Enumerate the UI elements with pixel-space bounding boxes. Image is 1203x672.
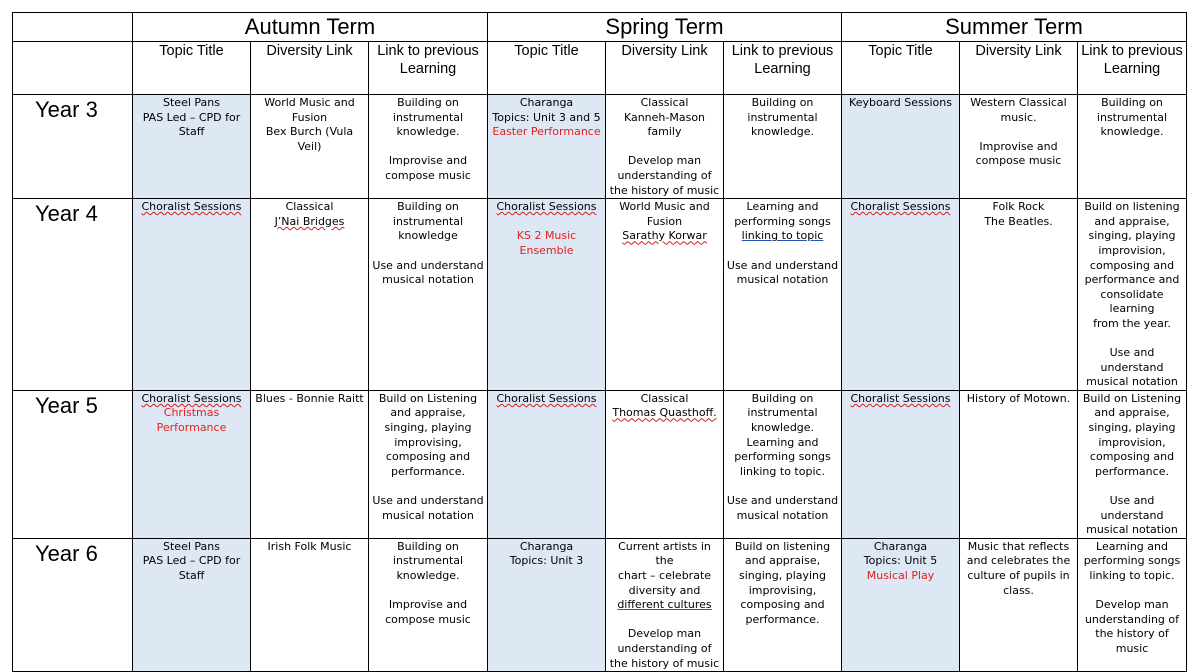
cell-text-line <box>135 200 248 215</box>
cell-text-line: music. <box>1000 110 1037 124</box>
cell-text-line: Use and understand <box>726 258 839 272</box>
underlined-text: linking to topic <box>741 229 824 243</box>
cell-text-line: composing and <box>1089 258 1175 272</box>
cell-text-line: performing songs <box>1083 554 1181 568</box>
spring-diversity-cell <box>606 199 724 391</box>
highlight-text: Christmas <box>163 406 220 420</box>
cell-text-line: performance. <box>391 464 465 478</box>
cell-text-line: performing songs <box>734 214 831 228</box>
cell-text-line: and appraise, <box>390 406 466 420</box>
cell-text-line <box>135 421 248 436</box>
cell-text-line <box>844 200 957 215</box>
spring-topic-cell <box>488 95 606 199</box>
cell-text-line: Charanga <box>519 96 574 109</box>
cell-text-line: Fusion <box>646 214 683 228</box>
spring-topic-cell <box>488 538 606 671</box>
autumn-prior-learning-cell <box>369 538 488 671</box>
autumn-topic-cell <box>133 95 251 199</box>
cell-text-line: Build on Listening <box>378 391 478 405</box>
cell-text-line: compose music <box>385 168 471 182</box>
summer-diversity-cell <box>960 538 1078 671</box>
cell-text-line: composing and <box>740 598 825 612</box>
autumn-topic-cell <box>133 538 251 671</box>
cell-text-line: improvising, <box>748 583 817 597</box>
cell-text-line: knowledge. <box>396 125 460 139</box>
cell-text-line: knowledge. <box>750 125 815 139</box>
year-label: Year 4 <box>13 199 133 391</box>
cell-text-line: Build on Listening <box>1082 391 1182 405</box>
cell-text-line: instrumental <box>392 554 464 568</box>
cell-text-line <box>371 479 485 494</box>
cell-text-line: composing and <box>1089 450 1175 464</box>
cell-text-line: the history of music <box>1095 627 1169 655</box>
cell-text-line <box>490 392 603 407</box>
diversity-link-header: Diversity Link <box>606 42 724 95</box>
cell-text-line <box>844 392 957 407</box>
corner-cell-2 <box>13 42 133 95</box>
cell-text-line: Classical <box>285 200 334 214</box>
cell-text-line: Charanga <box>519 539 574 553</box>
underlined-text: different cultures <box>617 598 712 612</box>
autumn-topic-cell <box>133 390 251 538</box>
term-heading-summer: Summer Term <box>842 13 1187 42</box>
cell-text-line <box>490 125 603 140</box>
cell-text-line: Building on <box>751 96 814 109</box>
cell-text-line <box>608 598 721 613</box>
cell-text-line: Building on <box>397 200 459 214</box>
cell-text-line <box>608 229 721 244</box>
cell-text-line <box>371 140 485 155</box>
summer-diversity-cell <box>960 390 1078 538</box>
cell-text-line: World Music and <box>619 200 710 214</box>
cell-text-line: Charanga <box>873 539 928 553</box>
spellcheck-flagged-text: Thomas Quasthoff. <box>612 406 717 420</box>
cell-text-line: instrumental <box>747 406 818 420</box>
autumn-diversity-cell <box>251 199 369 391</box>
summer-topic-cell <box>842 538 960 671</box>
cell-text-line: Learning and <box>746 200 819 214</box>
autumn-topic-cell <box>133 199 251 391</box>
cell-text-line: from the year. <box>1093 316 1171 330</box>
summer-diversity-cell <box>960 95 1078 199</box>
cell-text-line <box>371 244 485 259</box>
cell-text-line: Bex Burch (Vula Veil) <box>265 125 354 153</box>
curriculum-table <box>12 12 1187 672</box>
cell-text-line <box>726 479 839 494</box>
autumn-prior-learning-cell <box>369 95 488 199</box>
autumn-prior-learning-cell <box>369 199 488 391</box>
cell-text-line: Steel Pans <box>163 96 220 109</box>
year-row <box>13 199 1187 391</box>
cell-text-line <box>253 215 366 230</box>
cell-text-line: Use and understand <box>1100 346 1164 374</box>
highlight-text: Musical Play <box>866 569 935 582</box>
cell-text-line <box>135 406 248 421</box>
cell-text-line: Improvise and <box>388 154 468 168</box>
cell-text-line: the history of music <box>609 183 720 197</box>
cell-text-line: improvising, <box>394 435 462 449</box>
cell-text-line: Use and understand <box>372 494 484 508</box>
summer-topic-cell <box>842 199 960 391</box>
autumn-diversity-cell <box>251 538 369 671</box>
summer-prior-learning-cell <box>1078 390 1187 538</box>
cell-text-line: singing, playing <box>1088 421 1176 435</box>
spring-prior-learning-cell <box>724 95 842 199</box>
cell-text-line: Building on <box>397 539 459 553</box>
cell-text-line: musical notation <box>736 273 829 287</box>
summer-prior-learning-cell <box>1078 538 1187 671</box>
cell-text-line: musical notation <box>1086 523 1178 537</box>
cell-text-line: singing, playing <box>738 569 827 582</box>
spring-prior-learning-cell <box>724 390 842 538</box>
term-header-row <box>13 13 1187 42</box>
cell-text-line: Staff <box>178 569 205 582</box>
cell-text-line: linking to topic. <box>1089 569 1175 582</box>
spring-diversity-cell <box>606 538 724 671</box>
cell-text-line: singing, playing <box>1088 229 1176 243</box>
cell-text-line: Building on <box>751 391 814 405</box>
term-heading-spring: Spring Term <box>488 13 842 42</box>
cell-text-line: and appraise, <box>1094 406 1170 420</box>
cell-text-line: Building on <box>1101 96 1163 109</box>
cell-text-line: Develop man <box>627 627 702 641</box>
summer-prior-learning-cell <box>1078 95 1187 199</box>
cell-text-line: understanding of <box>617 168 712 182</box>
cell-text-line: Fusion <box>291 110 328 124</box>
cell-text-line: Blues - Bonnie Raitt <box>255 391 364 405</box>
cell-text-line <box>490 215 603 230</box>
spellcheck-flagged-text: Choralist Sessions <box>141 200 242 214</box>
cell-text-line: Learning and <box>746 435 819 449</box>
term-heading-autumn: Autumn Term <box>133 13 488 42</box>
summer-diversity-cell <box>960 199 1078 391</box>
cell-text-line: Develop man <box>1095 598 1169 612</box>
cell-text-line: improvision, <box>1098 435 1166 449</box>
spring-prior-learning-cell <box>724 538 842 671</box>
cell-text-line: understanding of <box>617 641 712 655</box>
summer-prior-learning-cell <box>1078 199 1187 391</box>
highlight-text: Ensemble <box>519 243 574 257</box>
cell-text-line: performance. <box>1095 464 1169 478</box>
cell-text-line: Topics: Unit 3 and 5 <box>492 110 601 124</box>
autumn-diversity-cell <box>251 390 369 538</box>
cell-text-line <box>371 584 485 599</box>
cell-text-line: chart – celebrate <box>617 569 712 582</box>
summer-topic-cell <box>842 390 960 538</box>
corner-cell <box>13 13 133 42</box>
cell-text-line: Build on listening <box>1084 200 1180 214</box>
spring-prior-learning-cell <box>724 199 842 391</box>
year-label: Year 3 <box>13 95 133 199</box>
spellcheck-flagged-text: Choralist Sessions <box>496 391 597 405</box>
cell-text-line: instrumental <box>747 110 818 124</box>
topic-title-header: Topic Title <box>133 42 251 95</box>
cell-text-line: Irish Folk Music <box>267 539 352 553</box>
spring-diversity-cell <box>606 390 724 538</box>
cell-text-line: instrumental <box>392 110 464 124</box>
cell-text-line: instrumental <box>392 214 464 228</box>
cell-text-line <box>726 229 839 244</box>
spellcheck-flagged-text: Sarathy Korwar <box>622 229 707 243</box>
cell-text-line <box>608 406 721 421</box>
cell-text-line <box>726 244 839 259</box>
cell-text-line: Steel Pans <box>163 539 220 553</box>
year-row <box>13 538 1187 671</box>
highlight-text: Performance <box>156 421 227 435</box>
cell-text-line: Western Classical <box>970 96 1067 109</box>
cell-text-line: compose music <box>975 154 1062 168</box>
diversity-link-header: Diversity Link <box>960 42 1078 95</box>
cell-text-line: musical notation <box>382 508 474 522</box>
cell-text-line: improvision, <box>1098 243 1166 257</box>
cell-text-line: Topics: Unit 5 <box>863 554 938 568</box>
summer-topic-cell <box>842 95 960 199</box>
cell-text-line: musical notation <box>736 508 829 522</box>
cell-text-line: knowledge. <box>396 569 460 582</box>
highlight-text: KS 2 Music <box>516 229 577 243</box>
curriculum-map <box>12 12 1187 672</box>
cell-text-line: musical notation <box>382 273 474 287</box>
spellcheck-flagged-text: Choralist Sessions <box>141 391 242 405</box>
column-header-row <box>13 42 1187 95</box>
cell-text-line <box>1080 584 1184 599</box>
cell-text-line: performance. <box>745 612 820 626</box>
cell-text-line: Improvise and <box>979 139 1058 153</box>
cell-text-line: Current artists in the <box>618 539 711 568</box>
topic-title-header: Topic Title <box>488 42 606 95</box>
spring-topic-cell <box>488 199 606 391</box>
spellcheck-flagged-text: J’Nai Bridges <box>274 214 345 228</box>
cell-text-line: Music that reflects <box>967 539 1070 553</box>
cell-text-line: Learning and <box>1096 539 1168 553</box>
cell-text-line <box>608 140 721 155</box>
previous-learning-header: Link to previous Learning <box>1078 42 1187 95</box>
topic-title-header: Topic Title <box>842 42 960 95</box>
cell-text-line <box>1080 332 1184 347</box>
year-label: Year 5 <box>13 390 133 538</box>
cell-text-line: Use and understand <box>372 258 484 272</box>
cell-text-line <box>608 613 721 628</box>
cell-text-line: Building on <box>397 96 459 109</box>
cell-text-line: and appraise, <box>744 554 821 568</box>
cell-text-line <box>490 244 603 259</box>
cell-text-line <box>962 125 1075 140</box>
cell-text-line: The Beatles. <box>984 214 1053 228</box>
spellcheck-flagged-text: Choralist Sessions <box>850 391 951 405</box>
spring-topic-cell <box>488 390 606 538</box>
cell-text-line: PAS Led – CPD for <box>142 110 241 124</box>
highlight-text: Easter Performance <box>492 125 601 139</box>
cell-text-line: and celebrates the <box>966 554 1071 568</box>
cell-text-line: Topics: Unit 3 <box>509 554 584 568</box>
cell-text-line: Develop man <box>627 154 702 168</box>
cell-text-line: Kanneh-Mason <box>623 110 706 124</box>
cell-text-line: understanding of <box>1084 612 1180 626</box>
cell-text-line: composing and <box>385 450 471 464</box>
spellcheck-flagged-text: Choralist Sessions <box>496 200 597 214</box>
autumn-prior-learning-cell <box>369 390 488 538</box>
cell-text-line: World Music and <box>264 96 355 109</box>
cell-text-line: the history of music <box>609 656 720 670</box>
cell-text-line: culture of pupils in <box>967 569 1070 582</box>
cell-text-line: History of Motown. <box>966 391 1071 405</box>
cell-text-line: consolidate learning <box>1100 287 1164 316</box>
cell-text-line: knowledge. <box>1100 125 1164 139</box>
cell-text-line: Build on listening <box>734 539 831 553</box>
cell-text-line: Keyboard Sessions <box>849 96 952 109</box>
year-row <box>13 390 1187 538</box>
cell-text-line: PAS Led – CPD for <box>142 554 241 568</box>
spring-diversity-cell <box>606 95 724 199</box>
cell-text-line <box>1080 479 1184 494</box>
cell-text-line: knowledge <box>398 229 458 243</box>
cell-text-line: performance and <box>1084 273 1180 287</box>
year-label: Year 6 <box>13 538 133 671</box>
autumn-diversity-cell <box>251 95 369 199</box>
cell-text-line: Folk Rock <box>992 200 1045 214</box>
cell-text-line: Use and understand <box>1100 494 1164 522</box>
cell-text-line: Improvise and <box>388 598 468 612</box>
cell-text-line: singing, playing <box>384 421 472 435</box>
previous-learning-header: Link to previous Learning <box>724 42 842 95</box>
cell-text-line <box>135 392 248 407</box>
cell-text-line: diversity and <box>628 583 701 597</box>
cell-text-line: performing songs <box>734 450 831 464</box>
cell-text-line: family <box>647 125 682 139</box>
cell-text-line: Classical <box>640 391 689 405</box>
diversity-link-header: Diversity Link <box>251 42 369 95</box>
spellcheck-flagged-text: Choralist Sessions <box>850 200 951 214</box>
cell-text-line <box>844 569 957 584</box>
previous-learning-header: Link to previous Learning <box>369 42 488 95</box>
year-row <box>13 95 1187 199</box>
cell-text-line: compose music <box>385 612 471 626</box>
cell-text-line: musical notation <box>1086 375 1178 389</box>
cell-text-line: class. <box>1003 583 1034 597</box>
cell-text-line: and appraise, <box>1094 214 1170 228</box>
cell-text-line: linking to topic. <box>739 464 826 478</box>
cell-text-line: knowledge. <box>750 421 815 435</box>
cell-text-line: instrumental <box>1096 110 1168 124</box>
cell-text-line: Staff <box>178 125 205 139</box>
cell-text-line <box>490 200 603 215</box>
cell-text-line <box>490 229 603 244</box>
cell-text-line: Use and understand <box>726 494 839 508</box>
cell-text-line: Classical <box>640 96 689 109</box>
